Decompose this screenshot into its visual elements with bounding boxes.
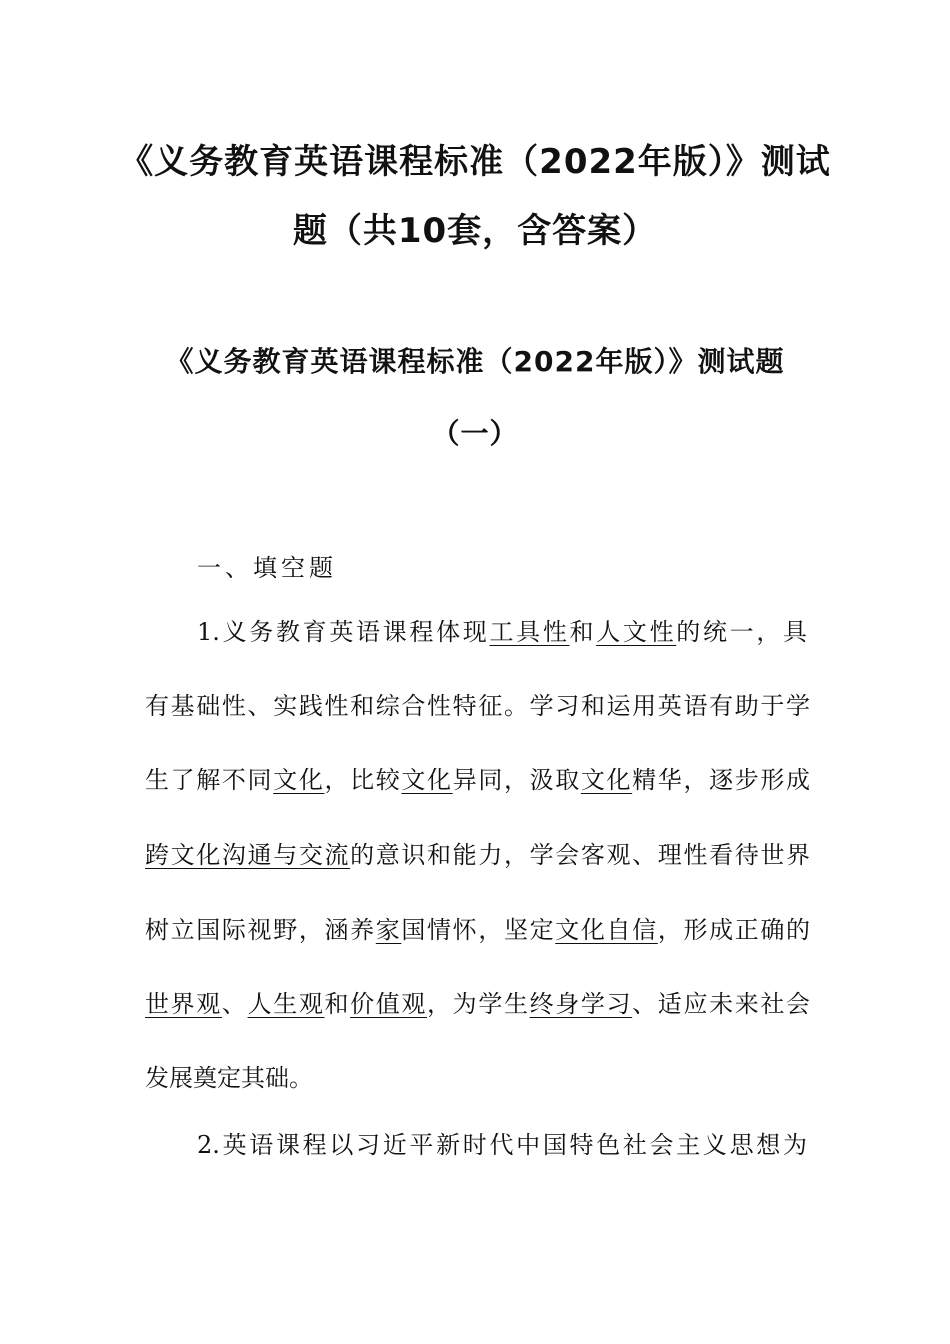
answer-blank: 终身学习 xyxy=(529,990,633,1018)
text: 生了解不同 xyxy=(145,766,274,794)
answer-blank: 文化自信 xyxy=(555,916,658,944)
question-2-line-1: 2.英语课程以习近平新时代中国特色社会主义思想为 xyxy=(197,1131,807,1159)
text: 精华，逐步形成 xyxy=(632,766,811,794)
text: 的统一，具 xyxy=(676,618,808,646)
question-1-line-1 xyxy=(197,612,807,647)
answer-blank: 工具性 xyxy=(489,618,570,646)
text: ，形成正确的 xyxy=(657,916,811,944)
text: 、 xyxy=(221,990,248,1018)
answer-blank: 人生观 xyxy=(247,990,325,1018)
answer-blank: 价值观 xyxy=(350,990,428,1018)
answer-blank: 人文性 xyxy=(596,618,677,646)
text: 国情怀，坚定 xyxy=(401,916,556,944)
question-1-line-3 xyxy=(145,760,810,795)
question-1-line-5 xyxy=(145,910,810,945)
text: 的意识和能力，学会客观、理性看待世界 xyxy=(350,841,811,869)
text: 树立国际视野，涵养 xyxy=(145,916,376,944)
text: 异同，汲取 xyxy=(452,766,581,794)
document-title-line-1: 《义务教育英语课程标准（2022年版）》测试 xyxy=(119,142,831,182)
answer-blank: 跨文化沟通与交流 xyxy=(145,841,351,869)
test-title-line-1: 《义务教育英语课程标准（2022年版）》测试题 xyxy=(165,345,785,378)
text: ，为学生 xyxy=(427,990,530,1018)
document-title-line-2: 题（共10套，含答案） xyxy=(292,211,658,251)
text: 和 xyxy=(324,990,351,1018)
answer-blank: 文化 xyxy=(580,766,633,794)
answer-blank: 家 xyxy=(375,916,402,944)
text: ，比较 xyxy=(324,766,402,794)
answer-blank: 世界观 xyxy=(145,990,222,1018)
text: 1.义务教育英语课程体现 xyxy=(197,618,490,646)
question-1-line-7: 发展奠定其础。 xyxy=(145,1064,313,1092)
text: 、适应未来社会 xyxy=(632,990,811,1018)
answer-blank: 文化 xyxy=(273,766,325,794)
answer-blank: 文化 xyxy=(401,766,453,794)
question-1-line-6 xyxy=(145,984,810,1019)
question-1-line-2: 有基础性、实践性和综合性特征。学习和运用英语有助于学 xyxy=(145,692,810,720)
question-1-line-4 xyxy=(145,835,810,870)
test-title-line-2: （一） xyxy=(431,417,519,450)
text: 和 xyxy=(569,618,597,646)
section-heading: 一、填空题 xyxy=(197,554,337,582)
